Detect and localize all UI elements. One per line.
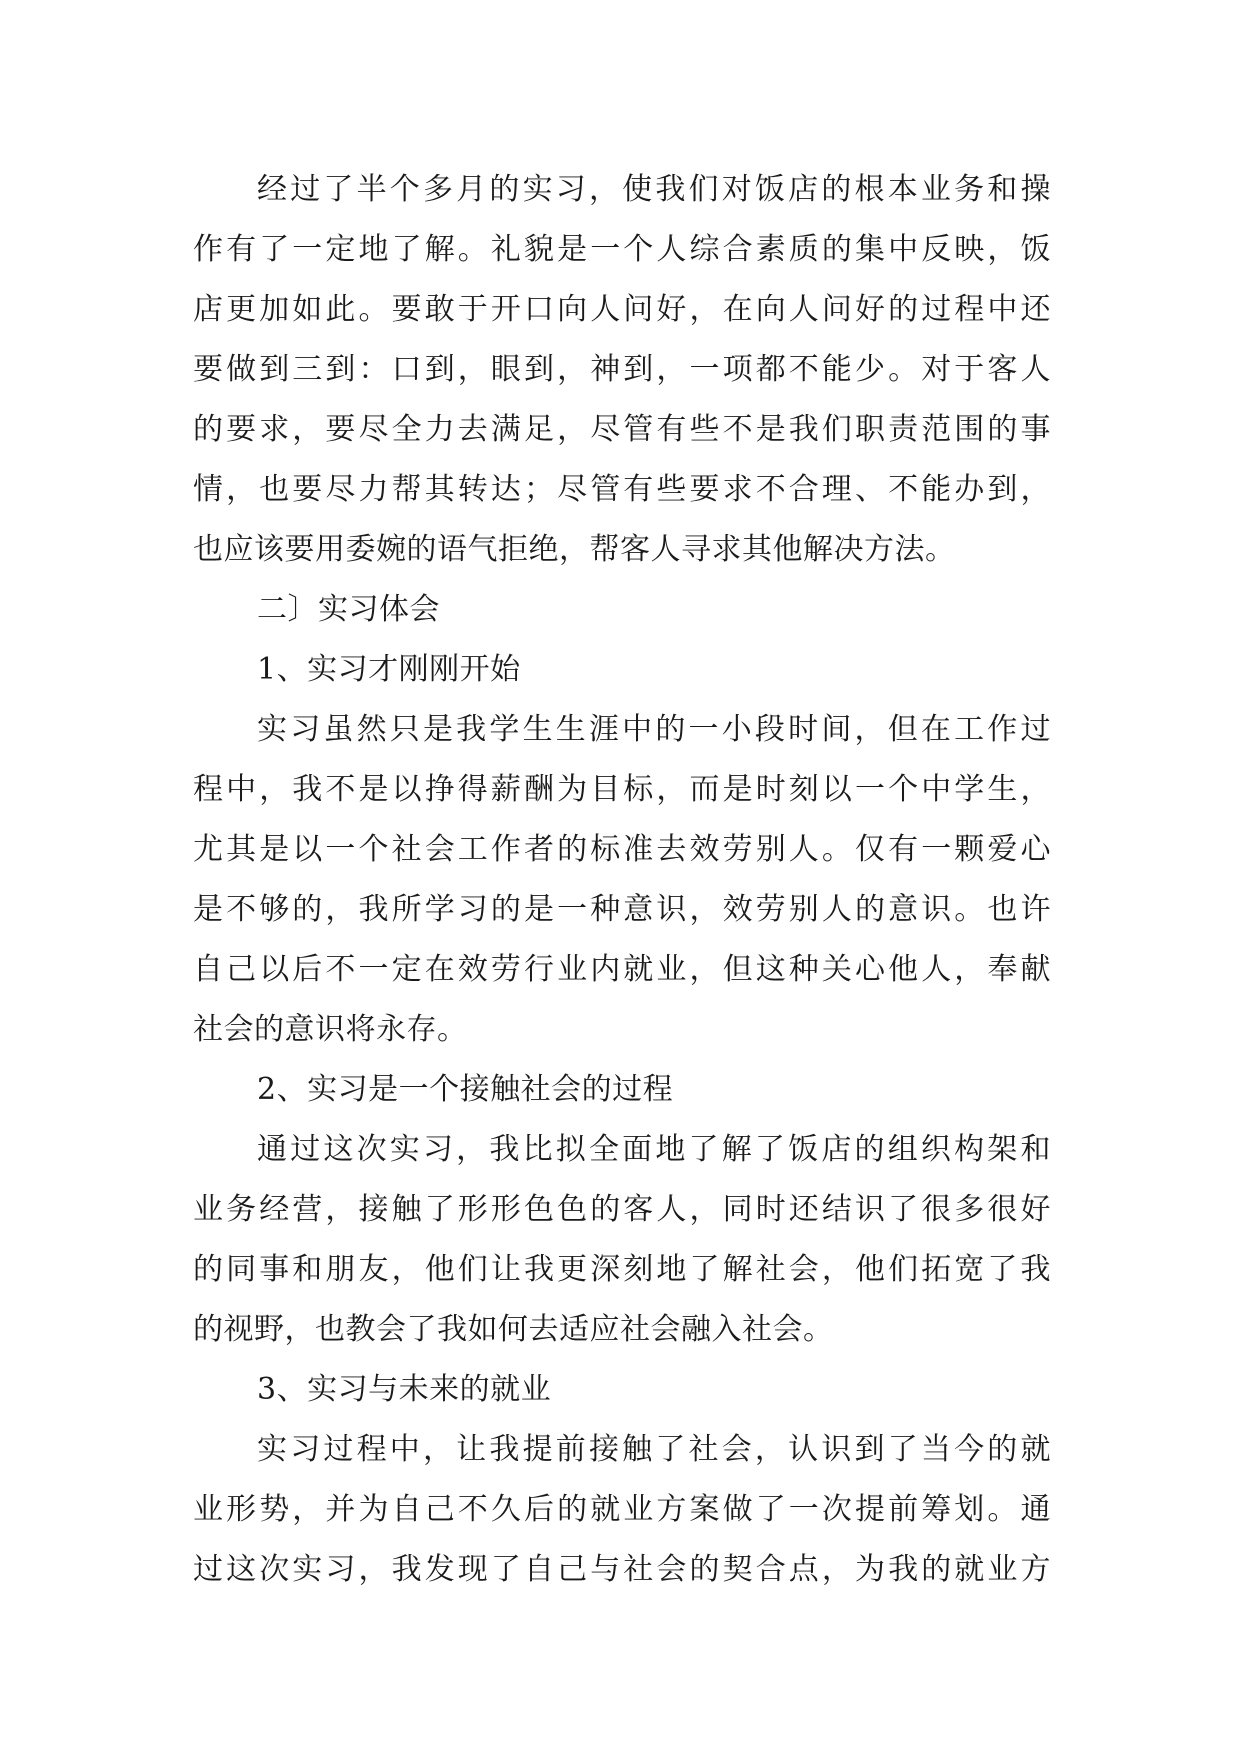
text-line: 过这次实习，我发现了自己与社会的契合点，为我的就业方	[193, 1552, 1051, 1587]
text-line: 自己以后不一定在效劳行业内就业，但这种关心他人，奉献	[193, 952, 1051, 987]
text-line: 是不够的，我所学习的是一种意识，效劳别人的意识。也许	[193, 892, 1051, 927]
text-line: 的同事和朋友，他们让我更深刻地了解社会，他们拓宽了我	[193, 1252, 1051, 1287]
text-line: 3、实习与未来的就业	[257, 1372, 552, 1407]
text-line: 经过了半个多月的实习，使我们对饭店的根本业务和操	[257, 172, 1051, 207]
text-line: 通过这次实习，我比拟全面地了解了饭店的组织构架和	[257, 1132, 1051, 1167]
text-line: 要做到三到：口到，眼到，神到，一项都不能少。对于客人	[193, 352, 1051, 387]
text-line: 作有了一定地了解。礼貌是一个人综合素质的集中反映，饭	[193, 232, 1051, 267]
text-line: 业务经营，接触了形形色色的客人，同时还结识了很多很好	[193, 1192, 1051, 1227]
text-line: 店更加如此。要敢于开口向人问好，在向人问好的过程中还	[193, 292, 1051, 327]
text-line: 业形势，并为自己不久后的就业方案做了一次提前筹划。通	[193, 1492, 1051, 1527]
text-line: 尤其是以一个社会工作者的标准去效劳别人。仅有一颗爱心	[193, 832, 1051, 867]
text-line: 程中，我不是以挣得薪酬为目标，而是时刻以一个中学生，	[193, 772, 1051, 807]
text-line: 情，也要尽力帮其转达；尽管有些要求不合理、不能办到，	[193, 472, 1051, 507]
text-line: 2、实习是一个接触社会的过程	[257, 1072, 674, 1107]
document-body	[193, 160, 1051, 1600]
text-line: 也应该要用委婉的语气拒绝，帮客人寻求其他解决方法。	[193, 532, 956, 567]
text-line: 实习过程中，让我提前接触了社会，认识到了当今的就	[257, 1432, 1051, 1467]
text-line: 的要求，要尽全力去满足，尽管有些不是我们职责范围的事	[193, 412, 1051, 447]
text-line: 二〕实习体会	[257, 592, 440, 627]
text-line: 1、实习才刚刚开始	[257, 652, 521, 687]
text-line: 社会的意识将永存。	[193, 1012, 468, 1047]
text-line: 实习虽然只是我学生生涯中的一小段时间，但在工作过	[257, 712, 1051, 747]
text-line: 的视野，也教会了我如何去适应社会融入社会。	[193, 1312, 834, 1347]
